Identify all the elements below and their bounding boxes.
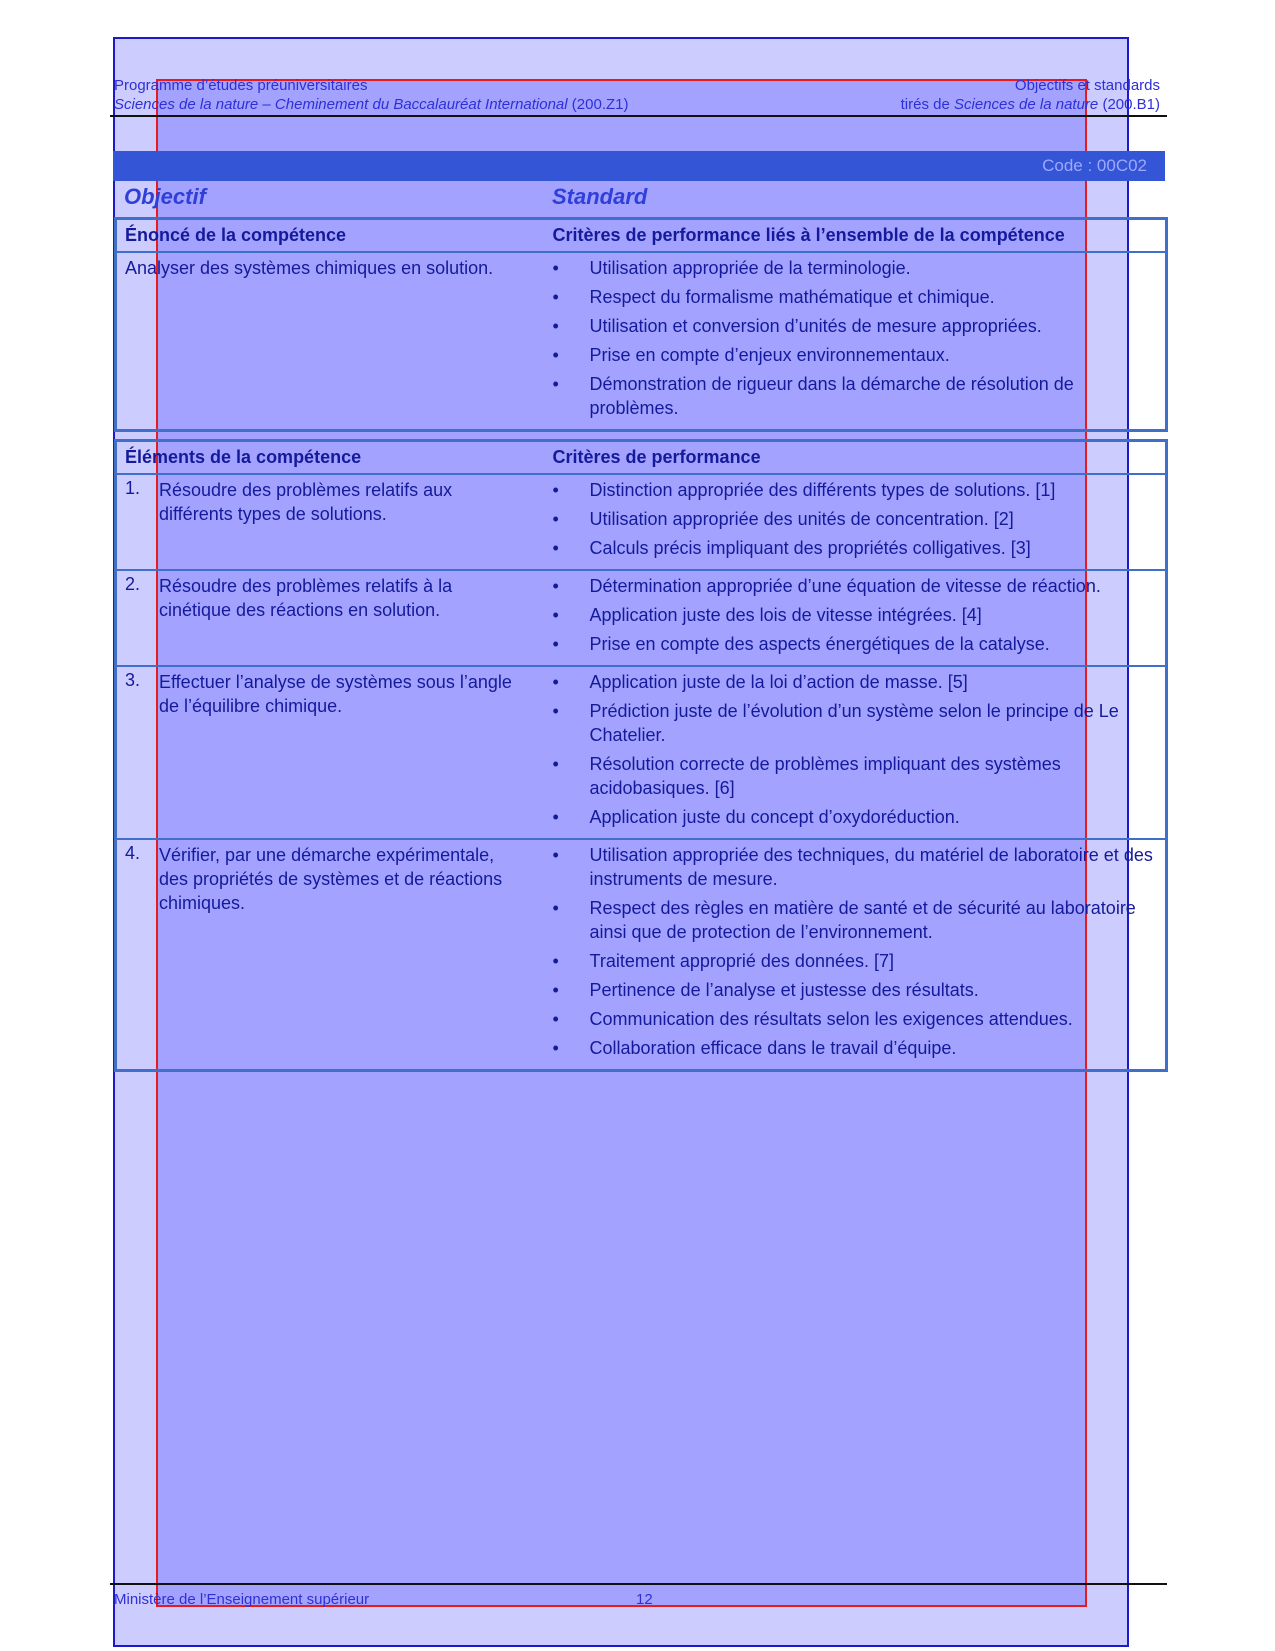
- header-source-code: (200.B1): [1102, 96, 1160, 113]
- criterion-item: • Résolution correcte de problèmes impliquant des systèmes acidobasiques. [6]: [553, 752, 1158, 800]
- header-program-title: Programme d’études préuniversitaires: [114, 77, 368, 94]
- element-row: [116, 666, 1167, 839]
- criterion-item: • Respect du formalisme mathématique et chimique.: [553, 285, 1158, 309]
- criterion-item: • Communication des résultats selon les exigences attendues.: [553, 1007, 1158, 1031]
- element-criteria-list: [553, 670, 1158, 829]
- objective-title: Objectif: [124, 184, 206, 209]
- criterion-item: • Utilisation appropriée des unités de concentration. [2]: [553, 507, 1158, 531]
- elements-criteria-header: Critères de performance: [545, 441, 1167, 475]
- criterion-item: • Prise en compte d’enjeux environnementaux.: [553, 343, 1158, 367]
- criterion-item: • Respect des règles en matière de santé et de sécurité au laboratoire ainsi que de protection de l’environnement.: [553, 896, 1158, 944]
- code-bar: [113, 151, 1165, 181]
- criterion-item: • Démonstration de rigueur dans la démarche de résolution de problèmes.: [553, 372, 1158, 420]
- elements-header-row: [116, 441, 1167, 475]
- header-program-name: Sciences de la nature – Cheminement du Baccalauréat International: [114, 96, 568, 113]
- element-row: [116, 570, 1167, 666]
- element-criteria-list: [553, 843, 1158, 1060]
- element-number: 3.: [125, 670, 141, 690]
- elements-header: Éléments de la compétence: [116, 441, 545, 475]
- header-program-subtitle: [114, 96, 629, 113]
- criterion-item: • Utilisation appropriée de la terminologie.: [553, 256, 1158, 280]
- criterion-item: • Application juste de la loi d’action de masse. [5]: [553, 670, 1158, 694]
- criterion-item: • Traitement approprié des données. [7]: [553, 949, 1158, 973]
- criterion-item: • Détermination appropriée d’une équation de vitesse de réaction.: [553, 574, 1158, 598]
- element-row: [116, 474, 1167, 570]
- criterion-item: • Collaboration efficace dans le travail d’équipe.: [553, 1036, 1158, 1060]
- element-number: 4.: [125, 843, 141, 863]
- competence-criteria-list: [553, 256, 1158, 420]
- criterion-item: • Application juste des lois de vitesse intégrées. [4]: [553, 603, 1158, 627]
- header-program-code: (200.Z1): [571, 96, 629, 113]
- element-criteria-list: [553, 478, 1158, 560]
- element-criteria-list: [553, 574, 1158, 656]
- standard-title: Standard: [552, 184, 648, 209]
- criterion-item: • Prédiction juste de l’évolution d’un système selon le principe de Le Chatelier.: [553, 699, 1158, 747]
- competence-criteria-header: Critères de performance liés à l’ensemble de la compétence: [545, 219, 1167, 253]
- criterion-item: • Utilisation appropriée des techniques, du matériel de laboratoire et des instruments de mesure.: [553, 843, 1158, 891]
- criterion-item: • Distinction appropriée des différents types de solutions. [1]: [553, 478, 1158, 502]
- element-text: Résoudre des problèmes relatifs à la cinétique des réactions en solution.: [159, 576, 453, 620]
- page-number: 12: [636, 1591, 653, 1608]
- competence-row: [116, 252, 1167, 431]
- header-rule: [110, 115, 1167, 117]
- header-objectives-source: [901, 96, 1160, 113]
- competency-code: Code : 00C02: [1042, 156, 1147, 175]
- criterion-item: • Calculs précis impliquant des propriétés colligatives. [3]: [553, 536, 1158, 560]
- competence-table: [114, 217, 1168, 432]
- header-objectives-title: Objectifs et standards: [1014, 77, 1160, 94]
- criterion-item: • Utilisation et conversion d’unités de mesure appropriées.: [553, 314, 1158, 338]
- header-source-name: Sciences de la nature: [954, 96, 1099, 113]
- criterion-item: • Application juste du concept d’oxydoréduction.: [553, 805, 1158, 829]
- header-source-prefix: tirés de: [900, 96, 950, 113]
- competence-statement-header: Énoncé de la compétence: [116, 219, 545, 253]
- criterion-item: • Pertinence de l’analyse et justesse des résultats.: [553, 978, 1158, 1002]
- element-number: 1.: [125, 478, 141, 498]
- element-row: [116, 839, 1167, 1071]
- competence-statement: Analyser des systèmes chimiques en solution.: [125, 258, 494, 278]
- element-text: Vérifier, par une démarche expérimentale, des propriétés de systèmes et de réactions chimiques.: [159, 845, 503, 913]
- elements-table: [114, 439, 1168, 1072]
- footer-rule: [110, 1583, 1167, 1585]
- footer-ministry: Ministère de l’Enseignement supérieur: [114, 1591, 370, 1608]
- element-text: Effectuer l’analyse de systèmes sous l’angle de l’équilibre chimique.: [159, 672, 512, 716]
- element-number: 2.: [125, 574, 141, 594]
- competence-header-row: [116, 219, 1167, 253]
- criterion-item: • Prise en compte des aspects énergétiques de la catalyse.: [553, 632, 1158, 656]
- element-text: Résoudre des problèmes relatifs aux différents types de solutions.: [159, 480, 453, 524]
